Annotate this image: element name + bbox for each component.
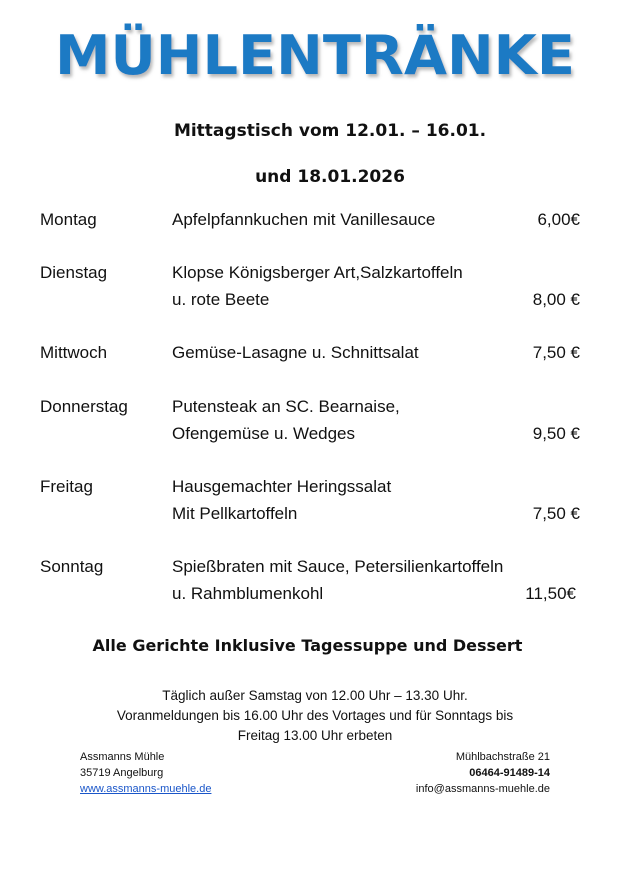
dish-line: Mit Pellkartoffeln [172,504,298,523]
menu-row-freitag [0,477,630,537]
dish-line: Apfelpfannkuchen mit Vanillesauce [172,210,436,229]
day-label: Freitag [40,477,93,496]
price: 9,50 € [532,424,580,443]
business-name: Assmanns Mühle [80,751,165,763]
dish-line: Klopse Königsberger Art,Salzkartoffeln [172,263,463,282]
price: 7,50 € [532,504,580,523]
day-label: Dienstag [40,263,108,282]
business-city: 35719 Angelburg [80,767,164,779]
dish-line: Gemüse-Lasagne u. Schnittsalat [172,343,419,362]
brand-name: MÜHLENTRÄNKE [55,24,575,87]
email-address[interactable]: info@assmanns-muehle.de [415,783,550,795]
brand-logo [0,18,630,90]
dish-text [172,553,503,607]
dish-text [172,473,391,527]
price: 6,00€ [537,210,580,229]
dish-text [172,393,400,447]
day-label: Donnerstag [40,397,128,416]
footer-right [416,749,550,797]
info-line-3: Freitag 13.00 Uhr erbeten [237,728,393,743]
menu-row-donnerstag [0,397,630,457]
phone-number: 06464-91489-14 [469,767,550,779]
info-line-2: Voranmeldungen bis 16.00 Uhr des Vortages und für Sonntags bis [116,708,514,723]
dish-text [172,339,419,366]
price: 8,00 € [532,290,580,309]
day-label: Mittwoch [40,343,108,362]
price: 11,50€ [525,584,576,603]
footer-left [80,749,211,797]
menu-title: Mittagstisch vom 12.01. – 16.01. [173,121,487,141]
menu-subtitle: und 18.01.2026 [255,167,405,187]
price: 7,50 € [532,343,580,362]
street-address: Mühlbachstraße 21 [455,751,550,763]
dish-line: u. Rahmblumenkohl [172,584,324,603]
dish-text [172,259,463,313]
dish-line: u. rote Beete [172,290,270,309]
inclusive-note: Alle Gerichte Inklusive Tagessuppe und Dessert [92,636,523,655]
dish-line: Spießbraten mit Sauce, Petersilienkartoffeln [172,557,504,576]
day-label: Montag [40,210,97,229]
day-label: Sonntag [40,557,104,576]
website-link[interactable]: www.assmanns-muehle.de [80,783,212,795]
dish-line: Ofengemüse u. Wedges [172,424,356,443]
dish-text [172,206,435,233]
menu-row-dienstag [0,263,630,323]
info-line-1: Täglich außer Samstag von 12.00 Uhr – 13.30 Uhr. [162,688,468,703]
dish-line: Hausgemachter Heringssalat [172,477,392,496]
menu-row-sonntag [0,557,630,617]
dish-line: Putensteak an SC. Bearnaise, [172,397,400,416]
